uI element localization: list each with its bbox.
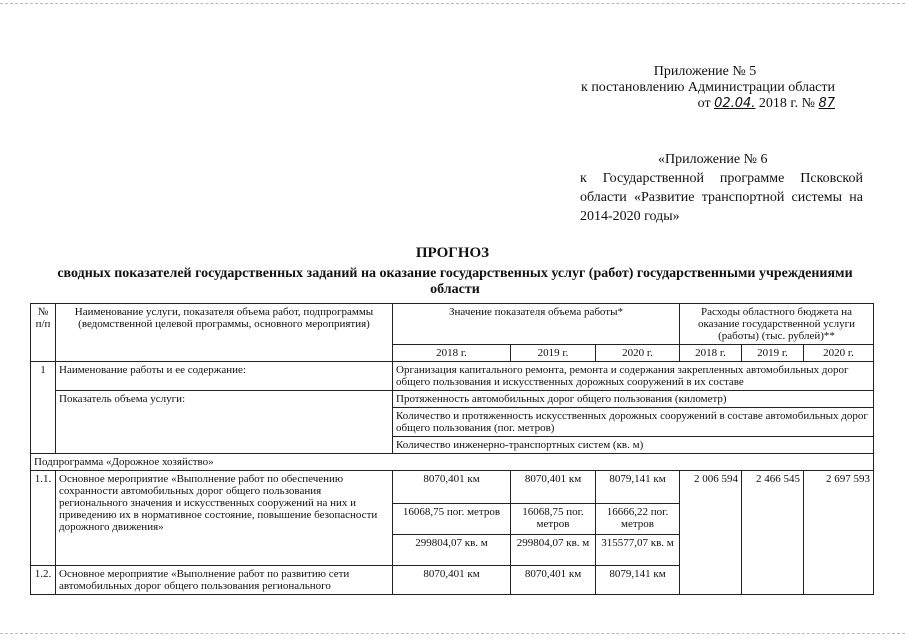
work-value: Организация капитального ремонта, ремонта и содержания закрепленных автомобильных дорог общего пользования и искусственных дорожных сооружений в их составе [393,362,874,391]
header-budget: Расходы областного бюджета на оказание государственной услуги (работы) (тыс. рублей)** [680,304,874,345]
meters-value: 16068,75 пог. метров [393,504,511,535]
header-num: № п/п [31,304,56,362]
annex-5-year: 2018 г. [758,96,799,111]
km-value: 8079,141 км [596,471,680,504]
annex-5-header [535,64,835,112]
row-num: 1.1. [31,471,56,566]
annex-6-title: «Приложение № 6 [658,152,768,167]
forecast-table [30,303,874,595]
km-value: 8070,401 км [511,471,596,504]
year-cell: 2018 г. [680,345,742,362]
year-cell: 2019 г. [511,345,596,362]
meters-value: 16666,22 пог. метров [596,504,680,535]
km-value: 8070,401 км [511,566,596,595]
annex-5-line2: к постановлению Администрации области [581,80,835,95]
subprogram-row [31,454,874,471]
annex-5-title: Приложение № 5 [653,64,757,79]
indicator-label: Показатель объема услуги: [56,391,393,454]
km-value: 8070,401 км [393,471,511,504]
indicator-item: Протяженность автомобильных дорог общего пользования (километр) [393,391,874,408]
annex-5-number-handwritten: 87 [818,96,835,111]
annex-6-header [580,150,863,226]
row-name: Основное мероприятие «Выполнение работ по развитию сети автомобильных дорог общего пользования регионального [56,566,393,595]
annex-5-from: от [697,96,711,111]
header-name: Наименование услуги, показателя объема работ, подпрограммы (ведомственной целевой программы, основного мероприятия) [56,304,393,362]
km-value: 8079,141 км [596,566,680,595]
sqm-value: 299804,07 кв. м [511,535,596,566]
row-name: Основное мероприятие «Выполнение работ по обеспечению сохранности автомобильных дорог общего пользования регионального значения и искусственных сооружений на них и приведению их в нормативное состояние, повышение безопасности дорожного движения» [56,471,393,566]
table-row [31,362,874,391]
meters-value: 16068,75 пог. метров [511,504,596,535]
header-volume: Значение показателя объема работы* [393,304,680,345]
year-cell: 2019 г. [742,345,804,362]
doc-title: ПРОГНОЗ [415,245,490,261]
table-row [31,471,874,504]
work-label: Наименование работы и ее содержание: [56,362,393,391]
row-num: 1.2. [31,566,56,595]
annex-5-date-handwritten: 02.04. [714,96,756,111]
table-row [31,391,874,408]
km-value: 8070,401 км [393,566,511,595]
annex-6-body: к Государственной программе Псковской области «Развитие транспортной системы на 2014-2020 годы» [580,171,863,224]
doc-subtitle: сводных показателей государственных заданий на оказание государственных услуг (работ) государственными учреждениями области [57,266,853,297]
year-cell: 2020 г. [804,345,874,362]
year-cell: 2018 г. [393,345,511,362]
table-header-row [31,304,874,345]
scan-edge-bottom [0,633,905,635]
budget-value: 2 697 593 [804,471,874,595]
sqm-value: 299804,07 кв. м [393,535,511,566]
year-cell: 2020 г. [596,345,680,362]
row-num: 1 [31,362,56,454]
indicator-item: Количество инженерно-транспортных систем (кв. м) [393,437,874,454]
indicator-item: Количество и протяженность искусственных дорожных сооружений в составе автомобильных дорог общего пользования (пог. метров) [393,408,874,437]
sqm-value: 315577,07 кв. м [596,535,680,566]
scan-edge-top [0,3,905,5]
budget-value: 2 006 594 [680,471,742,595]
budget-value: 2 466 545 [742,471,804,595]
subprogram-title: Подпрограмма «Дорожное хозяйство» [31,454,874,471]
annex-5-num-sign: № [801,96,815,111]
